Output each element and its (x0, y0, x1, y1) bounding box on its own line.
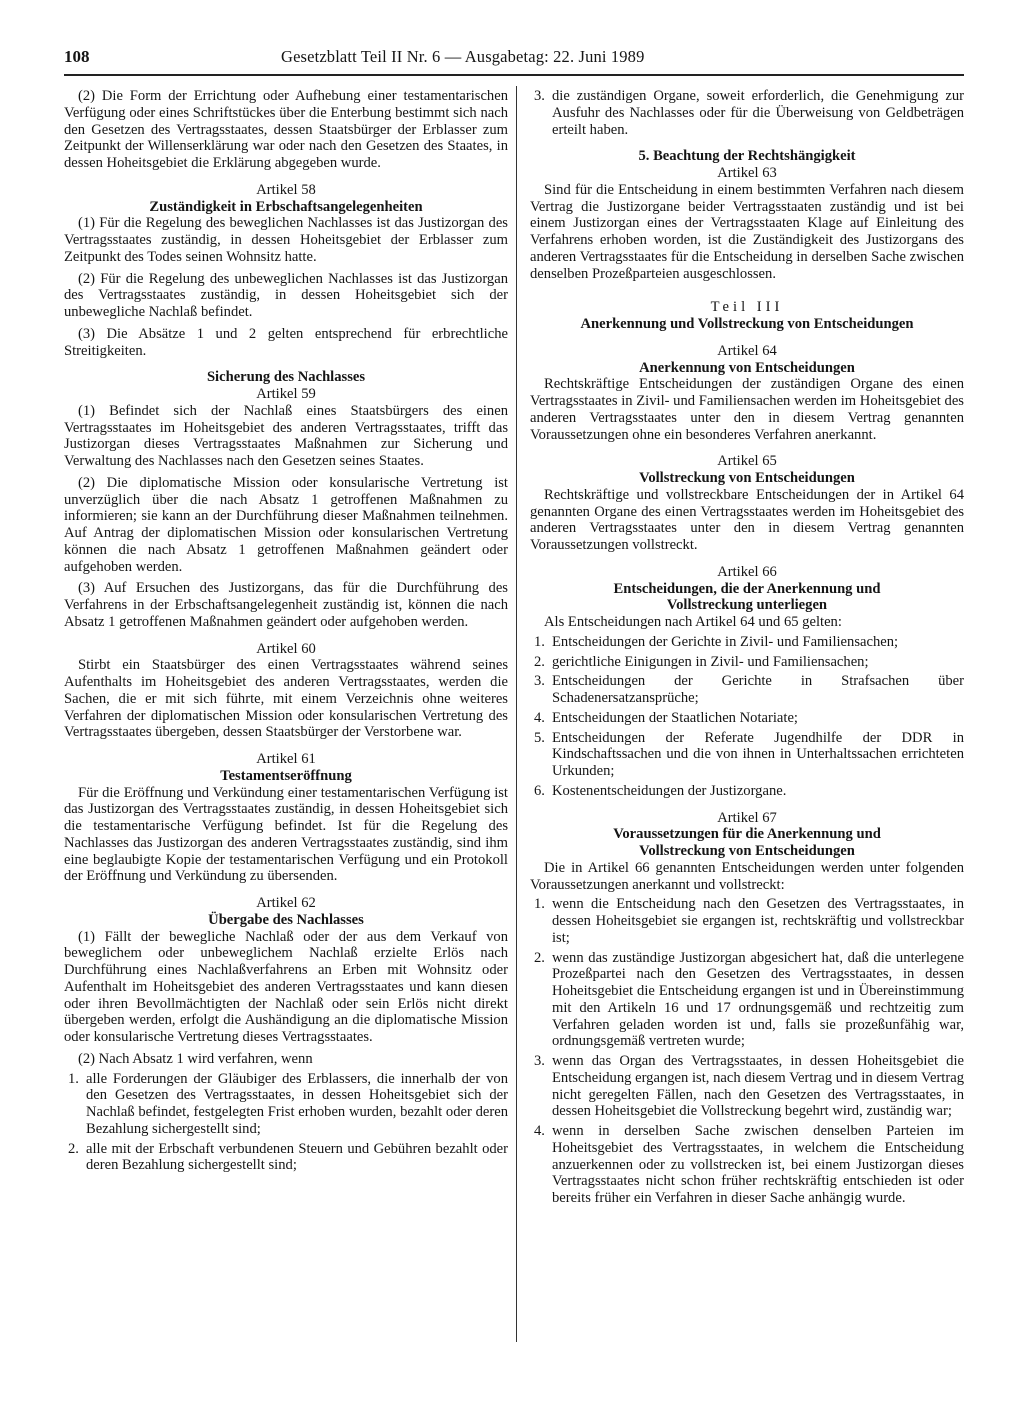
list-item (530, 88, 964, 138)
list-item (530, 673, 964, 707)
art58-paragraph-2: (2) Für die Regelung des unbeweglichen Nachlasses ist das Justizorgan des Vertragsstaates zuständig, in dessen Hoheitsgebiet sich der unbewegliche Nachlaß befindet. (64, 270, 508, 320)
section5-heading: 5. Beachtung der Rechtshängigkeit (638, 148, 856, 165)
list-item-number: 6. (534, 782, 545, 799)
list-item-text: alle mit der Erbschaft verbundenen Steuern und Gebühren bezahlt oder deren Bezahlung sichergestellt sind; (86, 1140, 508, 1174)
art59-label: Artikel 59 (256, 386, 316, 402)
art58-title: Zuständigkeit in Erbschaftsangelegenheiten (149, 198, 423, 215)
list-item (530, 783, 964, 800)
column-divider (516, 86, 517, 1342)
art62-label: Artikel 62 (256, 895, 316, 911)
list-item (530, 1053, 964, 1120)
art58-paragraph-3: (3) Die Absätze 1 und 2 gelten entsprechend für erbrechtliche Streitigkeiten. (64, 325, 508, 359)
art64-paragraph-1: Rechtskräftige Entscheidungen der zuständigen Organe des einen Vertragsstaates in Zivil- und Familiensachen werden im Hoheitsgebiet des anderen Vertragsstaates unter den in diesem Vertrag genannten Voraussetzungen ohne ein besonderes Verfahren anerkannt. (530, 376, 964, 443)
list-item-number: 2. (534, 653, 545, 670)
art61-title: Testamentseröffnung (220, 767, 352, 784)
list-item-text: wenn die Entscheidung nach den Gesetzen des Vertragsstaates, in dessen Hoheitsgebiet sie ergangen ist, rechtskräftig und vollstreckbar ist; (552, 896, 964, 946)
list-item-number: 1. (534, 633, 545, 650)
art63-label: Artikel 63 (717, 165, 777, 181)
art65-title: Vollstreckung von Entscheidungen (639, 470, 855, 486)
page-header (64, 44, 964, 76)
art59-paragraph-3: (3) Auf Ersuchen des Justizorgans, das für die Durchführung des Verfahrens in der Erbschaftsangelegenheit zuständig ist, können die nach Absatz 1 getroffenen Maßnahmen geändert oder aufgehoben werden. (64, 580, 508, 630)
art60-paragraph-1: Stirbt ein Staatsbürger des einen Vertragsstaates während seines Aufenthalts im Hoheitsgebiet des anderen Vertragsstaates, werden die Sachen, die er mit sich führte, mit einem Verzeichnis ohne weiteres Verfahren der diplomatischen Mission oder konsularischen Vertretung des Vertragsstaates übergeben, dessen Staatsbürger der Verstorbene war. (64, 657, 508, 741)
page-number: 108 (64, 47, 90, 66)
art67-intro: Die in Artikel 66 genannten Entscheidungen werden unter folgenden Voraussetzungen anerkannt und vollstreckt: (530, 859, 964, 893)
list-item-number: 1. (534, 896, 545, 913)
list-item-number: 4. (534, 709, 545, 726)
list-item-number: 3. (534, 1053, 545, 1069)
art63-paragraph-1: Sind für die Entscheidung in einem bestimmten Verfahren nach diesem Vertrag die Justizorgane beider Vertragsstaaten zuständig und ist bei einem Justizorgan eines der Vertragsstaaten Klage auf Einleitung des Verfahrens erhoben worden, ist die Zuständigkeit des Justizorgans des anderen Vertragsstaates für die Entscheidung in derselben Sache zwischen denselben Prozeßparteien ausgeschlossen. (530, 181, 964, 282)
section-sicherung-heading: Sicherung des Nachlasses (206, 369, 366, 386)
art59-paragraph-1: (1) Befindet sich der Nachlaß eines Staatsbürgers des einen Vertragsstaates im Hoheitsgebiet des anderen Vertragsstaates, trifft das Justizorgan dieses Vertragsstaates Maßnahmen zur Sicherung und Verwaltung des Nachlasses nach den Gesetzen seines Staates. (64, 402, 508, 469)
art64-label: Artikel 64 (717, 342, 777, 359)
list-item-number: 2. (534, 949, 545, 966)
list-item (530, 896, 964, 946)
list-item (64, 1141, 508, 1175)
teil-label: Teil III (710, 299, 784, 316)
list-item (530, 654, 964, 671)
list-item-number: 5. (534, 729, 545, 746)
list-item-text: Entscheidungen der Gerichte in Strafsachen über Schadenersatzansprüche; (552, 673, 964, 706)
list-item (530, 1123, 964, 1207)
list-item-number: 3. (534, 88, 545, 104)
art65-label: Artikel 65 (717, 453, 777, 470)
art61-paragraph-1: Für die Eröffnung und Verkündung einer testamentarischen Verfügung ist das Justizorgan des Vertragsstaates zuständig, in dessen Hoheitsgebiet sich die testamentarische Verfügung befindet. Ist für die Regelung des Nachlasses das Justizorgan des anderen Vertragsstaates zuständig, sind ihm eine beglaubigte Kopie der testamentarischen Verfügung und ein Protokoll der Eröffnung und Verkündung zu übersenden. (64, 784, 508, 885)
list-item-number: 4. (534, 1123, 545, 1139)
left-column (64, 88, 508, 1174)
list-item-number: 3. (534, 673, 545, 690)
list-item-text: wenn in derselben Sache zwischen denselben Parteien im Hoheitsgebiet des Vertragsstaates, in welchem die Entscheidung anzuerkennen oder zu vollstrecken ist, bei einem Justizorgan dieses Vertragsstaates nicht schon früher rechtskräftig entschieden ist oder bereits früher ein Verfahren in dieser Sache anhängig wurde. (552, 1123, 964, 1206)
list-item-text: gerichtliche Einigungen in Zivil- und Familiensachen; (552, 653, 869, 670)
list-item (530, 730, 964, 780)
list-item (530, 634, 964, 651)
list-item-text: wenn das zuständige Justizorgan abgesichert hat, daß die unterlegene Prozeßpartei nach den Gesetzen des Vertragsstaates, in dessen Hoheitsgebiet die Entscheidung ergangen ist und in Übereinstimmung mit den Artikeln 16 und 17 ordnungsgemäß und rechtzeitig zum Verfahren geladen worden ist und, falls sie prozeßunfähig war, ordnungsgemäß vertreten wurde; (552, 949, 964, 1050)
list-item (530, 710, 964, 727)
art59-paragraph-2: (2) Die diplomatische Mission oder konsularische Vertretung ist unverzüglich über die nach Absatz 1 getroffenen Maßnahmen zu informieren; sie kann an der Durchführung dieser Maßnahmen teilnehmen. Auf Antrag der diplomatischen Mission oder konsularischen Vertretung können die nach Absatz 1 getroffenen Maßnahmen geändert oder aufgehoben werden. (64, 474, 508, 575)
page-title: Gesetzblatt Teil II Nr. 6 — Ausgabetag: 22. Juni 1989 (281, 47, 645, 66)
art57-paragraph-2: (2) Die Form der Errichtung oder Aufhebung einer testamentarischen Verfügung oder eines Schriftstückes über die Enterbung bestimmt sich nach den Gesetzen des Vertragsstaates, dessen Staatsbürger der Erblasser zum Zeitpunkt der Willenserklärung war oder nach den Gesetzen des Staates, in dessen Hoheitsgebiet die Erklärung abgegeben wurde. (64, 88, 508, 171)
art62-paragraph-1: (1) Fällt der bewegliche Nachlaß oder der aus dem Verkauf von beweglichem oder unbeweglichem Nachlaß erzielte Erlös nach Durchführung eines Nachlaßverfahrens an Erben mit Wohnsitz oder Aufenthalt im Hoheitsgebiet des anderen Vertragsstaates und kann diesen oder ihren Bevollmächtigten der Nachlaß oder sein Erlös nicht direkt übergeben werden, erfolgt die Aushändigung an die diplomatische Mission oder konsularische Vertretung dieses Vertragsstaates. (64, 928, 508, 1045)
art66-intro: Als Entscheidungen nach Artikel 64 und 65 gelten: (544, 614, 842, 630)
art66-title-line-2: Vollstreckung unterliegen (666, 597, 828, 614)
list-item-number: 2. (68, 1140, 79, 1157)
list-item-text: Kostenentscheidungen der Justizorgane. (552, 782, 787, 799)
art67-title-line-1: Voraussetzungen für die Anerkennung und (613, 826, 881, 843)
list-item (64, 1071, 508, 1138)
list-item-text: alle Forderungen der Gläubiger des Erblassers, die innerhalb der von den Gesetzen des Vertragsstaates, in dessen Hoheitsgebiet sich der Nachlaß befindet, festgelegten Frist erhoben wurden, bezahlt oder deren Bezahlung sichergestellt sind; (86, 1070, 508, 1137)
list-item-text: Entscheidungen der Staatlichen Notariate; (552, 709, 798, 726)
list-item-text: Entscheidungen der Gerichte in Zivil- und Familiensachen; (552, 633, 899, 650)
art58-paragraph-1: (1) Für die Regelung des beweglichen Nachlasses ist das Justizorgan des Vertragsstaates zuständig, in dessen Hoheitsgebiet der Erblasser zum Zeitpunkt des Todes seinen Wohnsitz hatte. (64, 215, 508, 265)
right-column (530, 88, 964, 1207)
art64-title: Anerkennung von Entscheidungen (639, 359, 855, 376)
teil-title: Anerkennung und Vollstreckung von Entscheidungen (580, 316, 914, 332)
list-item-number: 1. (68, 1070, 79, 1087)
art58-label: Artikel 58 (256, 181, 316, 198)
art61-label: Artikel 61 (256, 751, 316, 767)
list-item-text: wenn das Organ des Vertragsstaates, in dessen Hoheitsgebiet die Entscheidung ergangen ist, nach diesem Vertrag und in diesem Vertrag nicht geregelten Fällen, nach den Gesetzen des Vertragsstaates, in dessen Hoheitsgebiet die Vollstreckung begehrt wird, zuständig war; (552, 1053, 964, 1120)
list-item-text: Entscheidungen der Referate Jugendhilfe der DDR in Kindschaftssachen und die von ihnen in Unterhaltssachen errichteten Urkunden; (552, 729, 964, 779)
list-item (530, 950, 964, 1051)
art67-title-line-2: Vollstreckung von Entscheidungen (639, 843, 855, 859)
art67-label: Artikel 67 (717, 809, 777, 826)
art62-title: Übergabe des Nachlasses (208, 911, 364, 928)
list-item-text: die zuständigen Organe, soweit erforderlich, die Genehmigung zur Ausfuhr des Nachlasses oder für die Überweisung von Geldbeträgen erteilt haben. (552, 88, 964, 138)
art66-label: Artikel 66 (717, 563, 777, 580)
art60-label: Artikel 60 (256, 640, 316, 657)
art62-paragraph-2: (2) Nach Absatz 1 wird verfahren, wenn (78, 1050, 313, 1067)
art65-paragraph-1: Rechtskräftige und vollstreckbare Entscheidungen der in Artikel 64 genannten Organe des einen Vertragsstaates werden im Hoheitsgebiet des anderen Vertragsstaates unter den in diesem Vertrag genannten Voraussetzungen vollstreckt. (530, 486, 964, 553)
art66-title-line-1: Entscheidungen, die der Anerkennung und (613, 580, 881, 597)
